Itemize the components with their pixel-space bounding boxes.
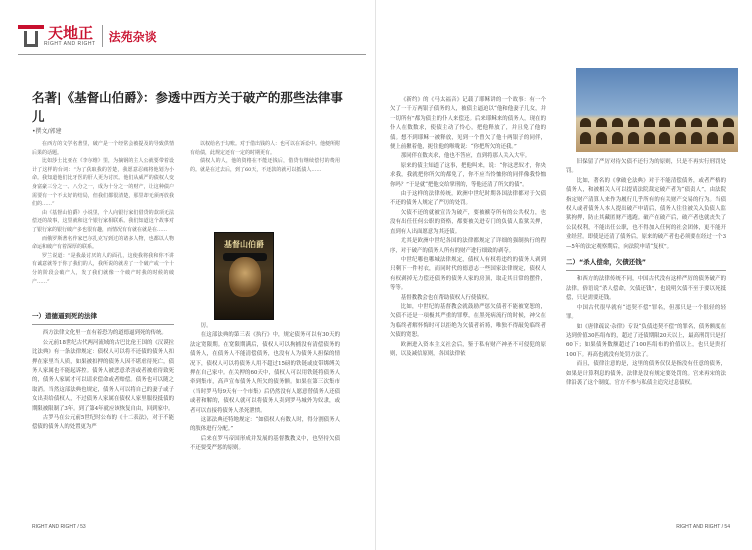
article-title: 名著|《基督山伯爵》：参透中西方关于破产的那些法律事儿 [32,90,343,124]
body-paragraph: 西方法律文化里一直有着恐为的道德逼到死的传统。 [42,330,167,337]
right-column-2 [566,158,726,388]
abstract-paragraph: 而俄罗斯著名作家巴尔扎克写到过的诸多人物，也都以人物命运和破产有着深厚的联系。 [32,235,174,251]
body-paragraph: 这部法典还特地规定：“如债权人有数人时，得分割债务人的肢体进行分配。” [190,417,340,433]
body-paragraph: 欠债不还的就被宣告为破产，要被褫夺所有的公共权力，也没有出任任何公职的资格，都要被关进专门的负债人监狱关押，直到有人出面愿意为其还债。 [390,209,546,235]
body-paragraph: 在这部法典的第三表《执行》中，规定债务可以有30天的法定宽限期。在宽限期满后，债权人可以拘捕没有清偿债务的债务人，在债务人不能清偿债务，也没有人为债务人担保的情况下，债权人可以将债务人用不超过15磅的铁链或皮带绑缚关押在自己家中。在关押的60天中，债权人可以用铁链将债务人牵到集市，高声宣布债务人所欠的债务额。如果在第三次集市（当时罗马每9天有一个市集）后仍然没有人愿意替债务人还债或者和解的，债权人就可以将债务人卖到罗马城外为奴隶，或者可以直接将债务人杀死泄愤。 [190,332,340,414]
page-footer: RIGHT AND RIGHT / 54 [676,524,730,530]
face-icon [229,257,261,297]
abstract-paragraph: 债权人的人，他的资格在不能还钱后，借贷有继续偿付的费用的。就是在过去后，到了60天，不还款的就可以抵债人…… [190,158,340,173]
body-paragraph: 基督教教会也在帮助债权人行使债权。 [400,294,493,301]
header-rule [18,54,366,55]
body-paragraph: 而且，债律注意的是，这里的债务仅仅是指没有任意的债务，如果是计算利息的债务，法律是没有规定要处罚的。官来再宋的法律沿袭了这个制度，官方不参与私债主追究过息债权。 [566,361,726,386]
left-column-2-top [190,140,340,174]
logo-subtitle: RIGHT AND RIGHT [44,41,96,47]
logo [44,25,96,47]
body-paragraph: 中国古代很早就有“违契不偿”罪名，但那只是一个很轻的轻罪。 [566,304,726,321]
page-footer: RIGHT AND RIGHT / 53 [32,524,86,530]
body-paragraph: 旧保留了严厉对待欠债不还行为的原则，只是不再实行刑罚处罚。 [566,159,726,175]
logo-text: 天地正 [48,24,94,42]
abstract-paragraph: 在西方的文学名著里，破产是一个经常会被提及的导致供情后果的话题。 [32,141,174,156]
body-paragraph: 《新约》的《马太福音》记载了耶稣讲的一个故事：有一个欠了一千万两银子债务的人，被债主逼迫以“他和他妻子儿女，并一切所有”都为债主的仆人来偿还。后来耶稣来的债务人，现在的仆人在数数求，使债主动了怜心，把他释放了，并且免了他的债。想不到耶稣一被释放，见到一个曾欠了他十两银子的同伴，便上前揪着他，扼住他的喉咙说：“你把所欠的还我。” [390,97,546,151]
section-heading: 二）“杀人偿命，欠债还钱” [566,258,726,270]
body-paragraph: 如《唐律疏议·杂律》专设“负债违契不偿”的罪名，债务额度在达到价值30匹绢布的，超过了还债期限20天以上，最高刑罚只是打60下；如果债务数额超过了100匹绢布的价值以上，也只是贵打100下。再高也就没有处罚方法了。 [566,323,726,358]
abstract-paragraph: 由《基督山伯爵》小说里，个人向银行家们借贷的款项无法偿还的故事，这里就和这个银行家相联系。我们知道这个故事对了银行家的银行破产多也很有趣，而情况有有就在就是在…… [32,209,174,233]
poster-title: 基督山伯爵 [224,240,264,249]
body-paragraph: 中世纪哪也哪城法律规定，债权人有权将违约的债务人剥到只剩下一件衬衣，而同时代的德意志一些国家法律规定，债权人有权剥掉无力偿还债务的债务人家的房顶，取走其日常的摆件，等等。 [390,256,546,292]
body-paragraph: 比如，著名的《拿破仑法典》对于不能清偿债务，或者严格的债务人，和被相关人可以提请法院裁定破产者为“债责人”，由法院指定财产清算人来作为履行几乎所有的有关财产交易的行为。当债权人或者债务人本人提出破产申请后，债务人往往被关入负债人监狱拘押，防止其藏匿财产逃跑。破产在破产后，破产者也就丧失了公民权利，不能出任公职，也不得加入任何的社会团体，更不能开业经营。即使是还清了债务后，原来的破产者也必须要在经过一个3—5年的法定观察期后，向法院申请“复权”。 [566,177,726,250]
article-author: •撰文/郭建 [32,128,62,135]
body-paragraph: 和西方的法律传统不同，中国古代没有这样严厉的债务破产的法律。俗语说“杀人偿命，欠债还钱”，也说明欠债不至于要以死抵偿，只是需要还钱。 [566,276,726,302]
abstract-paragraph: 罗兰说道：“是我最讨厌的人的面孔，这使我将我和你不讲有诚意就等于你了我们的人，我所说的就差了一个破产或一个十分的阶段会破产人，发了我们就像一个破产时我的时候的破产……” [32,252,174,285]
section-heading: 一）道德逼到死的法律 [32,312,174,324]
article-abstract [32,140,174,286]
magazine-header [18,20,157,52]
body-paragraph: 尤其是欧洲中世纪各国的法律都规定了详细的强制执行的程序，对于破产的债务人所有的财产进行细致的剥夺。 [390,238,546,254]
header-divider [102,25,103,47]
body-paragraph: 后来在罗马帝国形成并发展的基督教教义中，也坚持欠债不还要受严惩的原则。 [190,435,340,452]
logo-icon [18,23,44,49]
left-column-1 [32,306,174,433]
section-name: 法苑杂谈 [108,29,157,44]
body-paragraph: 原来的债主知道了这事，把他叫来，说：“你这恶奴才，你央求我，我就把你所欠的都免了，你不应当怜恤你的同伴像我怜恤你吗？”于是就“把他交给掌刑的，等他还清了所欠的债”。 [390,162,546,188]
body-paragraph: 古罗马在公元前5世纪时公布的《十二表法》，对于不能偿债的债务人的处置更为严 [32,415,174,431]
right-column-1 [390,96,546,359]
abstract-paragraph: 比如莎士比亚在《李尔维》里，为摘钢的主人公就要带着设计了这样的台词：“为了获取我的苦楚，我愿意忍痛将他划为小命。我知道他们比牙医的肝人更为讨厌。他们从威严的债权人变身富豪三分之一、八分之一，成为十分之一的财产，让这种债户需要有一个不太好的结局，但我们都很清楚，那里却无须再放我们的……” [32,158,174,208]
body-paragraph: 那同伴在数夹求，他也不答应，直到将那人关入大牢。 [400,153,531,160]
body-paragraph: 比如，中世纪的基督教会就鼓励严惩欠债者不能被宽恕的，欠债不还是一项极其严重的罪孽，在黑死病流行的时候，神父在为临终者解怀悔时可以拒绝为欠债者祈祷，唯独不得敲免临终者欠债的宽恕。 [390,303,546,339]
book-poster-image [214,232,274,320]
body-paragraph: 公元前18世纪古代两河流域的古巴比伦王国的《汉谟拉比法典》有一条法律规定：债权人可以将不还债的债务人扣押在家里当人质，如果被扣押的债务人因不堪虐待死亡，债务人家属也不能起诉控。债务人被恶意杀害或者被虐待致死的，债务人家属才可以请求偿命或者赔偿。债务也可以随之取消。当然这部法典也规定，债务人可以将自己的妻子或子女出卖给债权人，不过债务人家属在债权人家里服役抵债的期限被限制了3年。到了第4年就应该恢复自由，回到家中。 [32,339,174,412]
body-paragraph: 厉。 [200,323,212,329]
body-paragraph: 由于这样的法律传统，欧洲中世纪时期各国法律都对于欠债不还的债务人规定了严厉的处罚。 [390,191,546,207]
colosseum-photo [576,68,738,152]
right-page [376,0,752,550]
abstract-paragraph: 以权给名于勾账。对于借出钱的人：也可以在诉讼中。他便所附有给债，此规定还有一定的时期更有。 [190,141,341,156]
body-paragraph: 欧洲进入资本主义社会后，鉴于私有财产神圣不可侵犯的原则，以及减信原则，各国法律依 [390,341,546,357]
left-column-2 [190,322,340,454]
